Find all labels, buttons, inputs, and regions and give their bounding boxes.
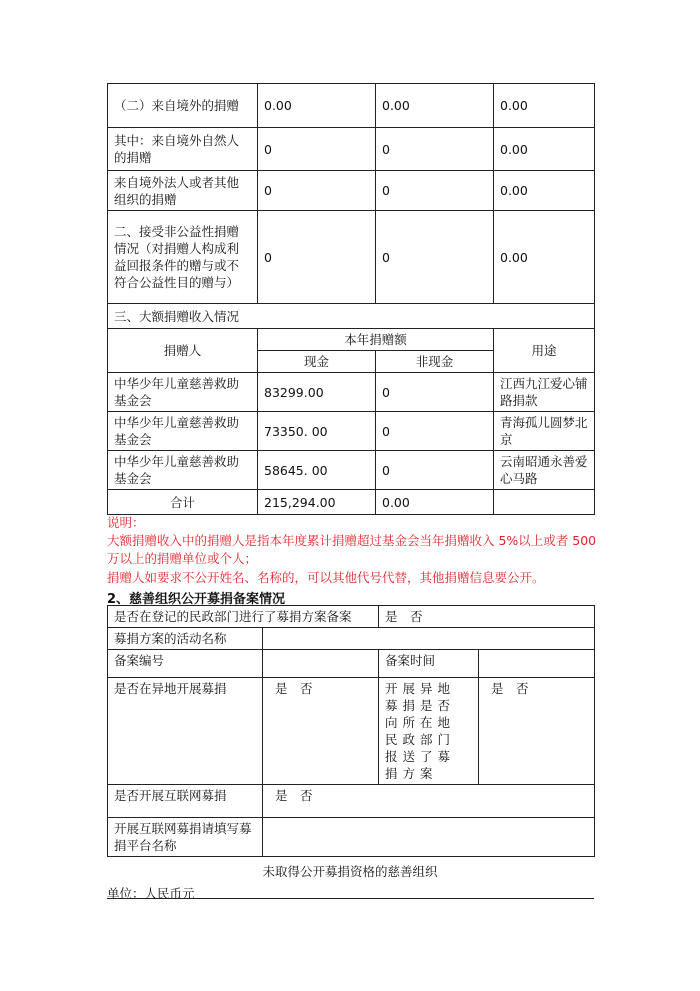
cell-value: 0 bbox=[376, 171, 494, 211]
donation-income-table bbox=[107, 83, 595, 515]
table-row bbox=[108, 84, 595, 128]
cell-value: 0.00 bbox=[494, 84, 595, 128]
total-label: 合计 bbox=[108, 490, 258, 515]
q-filed-answer: 是 否 bbox=[379, 606, 595, 628]
donor-name: 中华少年儿童慈善救助基金会 bbox=[108, 412, 258, 451]
platform-label: 开展互联网募捐请填写募捐平台名称 bbox=[108, 818, 263, 857]
fundraising-filing-table bbox=[107, 605, 595, 857]
cell-value: 0 bbox=[258, 171, 376, 211]
unit-label: 单位：人民币元 bbox=[107, 886, 195, 901]
notes-line1: 大额捐赠收入中的捐赠人是指本年度累计捐赠超过基金会当年捐赠收入 5%以上或者 500 万以上的捐赠单位或个人； bbox=[107, 533, 597, 566]
notes-title: 说明： bbox=[107, 515, 145, 530]
section2-title: 2、慈善组织公开募捐备案情况 bbox=[107, 592, 286, 607]
header-row bbox=[108, 329, 595, 351]
table-row bbox=[108, 818, 595, 857]
notes-line2: 捐赠人如要求不公开姓名、名称的，可以其他代号代替，其他捐赠信息要公开。 bbox=[107, 570, 545, 585]
total-noncash: 0.00 bbox=[376, 490, 494, 515]
noncash-amount: 0 bbox=[376, 451, 494, 490]
cell-value: 0.00 bbox=[494, 171, 595, 211]
donation-use: 江西九江爱心铺路捐款 bbox=[494, 373, 595, 412]
activity-name-value bbox=[263, 628, 595, 650]
section-header-row bbox=[108, 304, 595, 329]
use-header: 用途 bbox=[494, 329, 595, 373]
row-label: 来自境外法人或者其他组织的捐赠 bbox=[108, 171, 258, 211]
remote-answer: 是 否 bbox=[263, 678, 379, 785]
amount-header: 本年捐赠额 bbox=[258, 329, 494, 351]
cash-header: 现金 bbox=[258, 351, 376, 373]
remote-report-label: 开展异地募捐是否向所在地民政部门报送了募捐方案 bbox=[379, 678, 479, 785]
donation-row bbox=[108, 451, 595, 490]
total-row bbox=[108, 490, 595, 515]
table-row bbox=[108, 628, 595, 650]
divider bbox=[107, 898, 594, 899]
caption: 未取得公开募捐资格的慈善组织 bbox=[262, 864, 438, 879]
donation-use: 青海孤儿圆梦北京 bbox=[494, 412, 595, 451]
cell-value: 0.00 bbox=[494, 211, 595, 304]
q-filed-label: 是否在登记的民政部门进行了募捐方案备案 bbox=[108, 606, 379, 628]
internet-answer: 是 否 bbox=[263, 785, 595, 818]
cell-value: 0 bbox=[258, 128, 376, 171]
row-label: 二、接受非公益性捐赠情况（对捐赠人构成利益回报条件的赠与或不符合公益性目的赠与） bbox=[108, 211, 258, 304]
section3-title: 三、大额捐赠收入情况 bbox=[108, 304, 595, 329]
total-use-empty bbox=[494, 490, 595, 515]
noncash-amount: 0 bbox=[376, 373, 494, 412]
donor-header: 捐赠人 bbox=[108, 329, 258, 373]
donation-row bbox=[108, 412, 595, 451]
cell-value: 0 bbox=[376, 128, 494, 171]
table-row bbox=[108, 650, 595, 678]
row-label: 其中：来自境外自然人的捐赠 bbox=[108, 128, 258, 171]
cell-value: 0.00 bbox=[494, 128, 595, 171]
noncash-header: 非现金 bbox=[376, 351, 494, 373]
donation-row bbox=[108, 373, 595, 412]
cell-value: 0.00 bbox=[376, 84, 494, 128]
remote-label: 是否在异地开展募捐 bbox=[108, 678, 263, 785]
filing-no-label: 备案编号 bbox=[108, 650, 263, 678]
cell-value: 0 bbox=[258, 211, 376, 304]
cell-value: 0.00 bbox=[258, 84, 376, 128]
cash-amount: 83299.00 bbox=[258, 373, 376, 412]
table-row bbox=[108, 171, 595, 211]
cell-value: 0 bbox=[376, 211, 494, 304]
internet-label: 是否开展互联网募捐 bbox=[108, 785, 263, 818]
donor-name: 中华少年儿童慈善救助基金会 bbox=[108, 373, 258, 412]
filing-time-value bbox=[479, 650, 595, 678]
table-row bbox=[108, 211, 595, 304]
row-label: （二）来自境外的捐赠 bbox=[108, 84, 258, 128]
filing-time-label: 备案时间 bbox=[379, 650, 479, 678]
donation-use: 云南昭通永善爱心马路 bbox=[494, 451, 595, 490]
cash-amount: 58645. 00 bbox=[258, 451, 376, 490]
filing-no-value bbox=[263, 650, 379, 678]
cash-amount: 73350. 00 bbox=[258, 412, 376, 451]
remote-report-answer: 是 否 bbox=[479, 678, 595, 785]
activity-name-label: 募捐方案的活动名称 bbox=[108, 628, 263, 650]
platform-value bbox=[263, 818, 595, 857]
total-cash: 215,294.00 bbox=[258, 490, 376, 515]
table-row bbox=[108, 678, 595, 785]
table-row bbox=[108, 128, 595, 171]
table-row bbox=[108, 785, 595, 818]
noncash-amount: 0 bbox=[376, 412, 494, 451]
table-row bbox=[108, 606, 595, 628]
donor-name: 中华少年儿童慈善救助基金会 bbox=[108, 451, 258, 490]
